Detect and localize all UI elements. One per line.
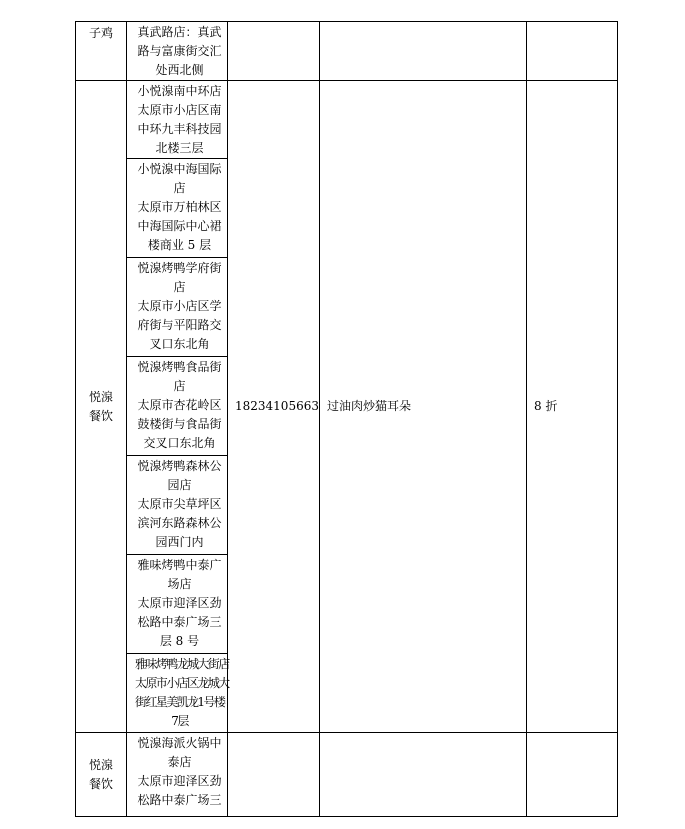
phone-cell — [228, 733, 320, 817]
branch-line: 北楼三层 — [155, 141, 204, 155]
branch-address-cell — [127, 258, 228, 357]
branch-line: 太原市小店区南 — [137, 103, 222, 117]
branch-line: 太原市尖草坪区 — [137, 497, 222, 511]
dish-name: 过油肉炒猫耳朵 — [327, 399, 412, 413]
branch-address-cell — [127, 555, 228, 654]
branch-line: 叉口东北角 — [149, 337, 210, 351]
branch-line: 太原市迎泽区劲 — [137, 596, 222, 610]
branch-address-cell — [127, 159, 228, 258]
branch-line: 松路中泰广场三 — [137, 793, 222, 807]
branch-line: 松路中泰广场三 — [137, 615, 222, 629]
branch-line: 街红星美凯龙1号楼 — [135, 695, 225, 709]
branch-line: 太原市万柏林区 — [137, 200, 222, 214]
branch-line: 楼商业 5 层 — [147, 238, 212, 252]
merchant-name-line: 餐饮 — [88, 776, 113, 791]
discount-cell — [527, 81, 618, 733]
branch-line: 园西门内 — [155, 535, 204, 549]
branch-line: 悦湶烤鸭学府街 — [137, 261, 222, 275]
branch-line: 悦湶烤鸭森林公 — [137, 459, 222, 473]
branch-line: 悦湶海派火锅中 — [137, 736, 222, 750]
branch-address-cell — [127, 357, 228, 456]
branch-line: 场店 — [167, 577, 192, 591]
merchant-discount-table — [75, 21, 618, 817]
phone-number: 18234105663 — [235, 399, 319, 413]
branch-line: 太原市迎泽区劲 — [137, 774, 222, 788]
merchant-name-line: 餐饮 — [88, 408, 113, 423]
discount-value: 8 折 — [534, 399, 558, 413]
branch-line: 雅味烤鸭中泰广 — [137, 558, 222, 572]
dish-cell — [320, 22, 527, 81]
branch-line: 泰店 — [167, 755, 192, 769]
branch-line: 府街与平阳路交 — [137, 318, 222, 332]
branch-address-cell — [127, 733, 228, 817]
branch-line: 中环九丰科技园 — [137, 122, 222, 136]
branch-line: 滨河东路森林公 — [137, 516, 222, 530]
merchant-name-line: 悦湶 — [88, 757, 113, 772]
discount-cell — [527, 733, 618, 817]
branch-line: 路与富康街交汇 — [137, 44, 222, 58]
merchant-name: 子鸡 — [88, 26, 113, 40]
branch-line: 真武路店：真武 — [137, 25, 222, 39]
branch-line: 太原市小店区学 — [137, 299, 222, 313]
branch-address-cell — [127, 456, 228, 555]
table-row — [76, 81, 618, 159]
branch-line: 小悦湶南中环店 — [137, 84, 222, 98]
branch-line: 店 — [173, 280, 186, 294]
branch-line: 层 8 号 — [159, 634, 200, 648]
branch-address-cell — [127, 22, 228, 81]
branch-line: 小悦湶中海国际 — [137, 162, 222, 176]
branch-line: 雅味烤鸭龙城大街店 — [135, 657, 229, 671]
table-row — [76, 22, 618, 81]
branch-line: 店 — [173, 181, 186, 195]
branch-line: 中海国际中心裙 — [137, 219, 222, 233]
branch-address-cell — [127, 654, 228, 733]
merchant-name-cell — [76, 81, 127, 733]
branch-line: 店 — [173, 379, 186, 393]
dish-cell — [320, 81, 527, 733]
branch-line: 7层 — [171, 714, 188, 728]
phone-cell — [228, 81, 320, 733]
branch-line: 交叉口东北角 — [143, 436, 216, 450]
branch-line: 处西北侧 — [155, 63, 204, 77]
branch-address-cell — [127, 81, 228, 159]
branch-line: 悦湶烤鸭食品街 — [137, 360, 222, 374]
merchant-name-cell — [76, 22, 127, 81]
phone-cell — [228, 22, 320, 81]
dish-cell — [320, 733, 527, 817]
discount-cell — [527, 22, 618, 81]
merchant-name-line: 悦湶 — [88, 389, 113, 404]
branch-line: 太原市小店区龙城大 — [135, 676, 229, 690]
branch-line: 太原市杏花岭区 — [137, 398, 222, 412]
merchant-name-cell — [76, 733, 127, 817]
branch-line: 鼓楼街与食品街 — [137, 417, 222, 431]
table-row — [76, 733, 618, 817]
branch-line: 园店 — [167, 478, 192, 492]
